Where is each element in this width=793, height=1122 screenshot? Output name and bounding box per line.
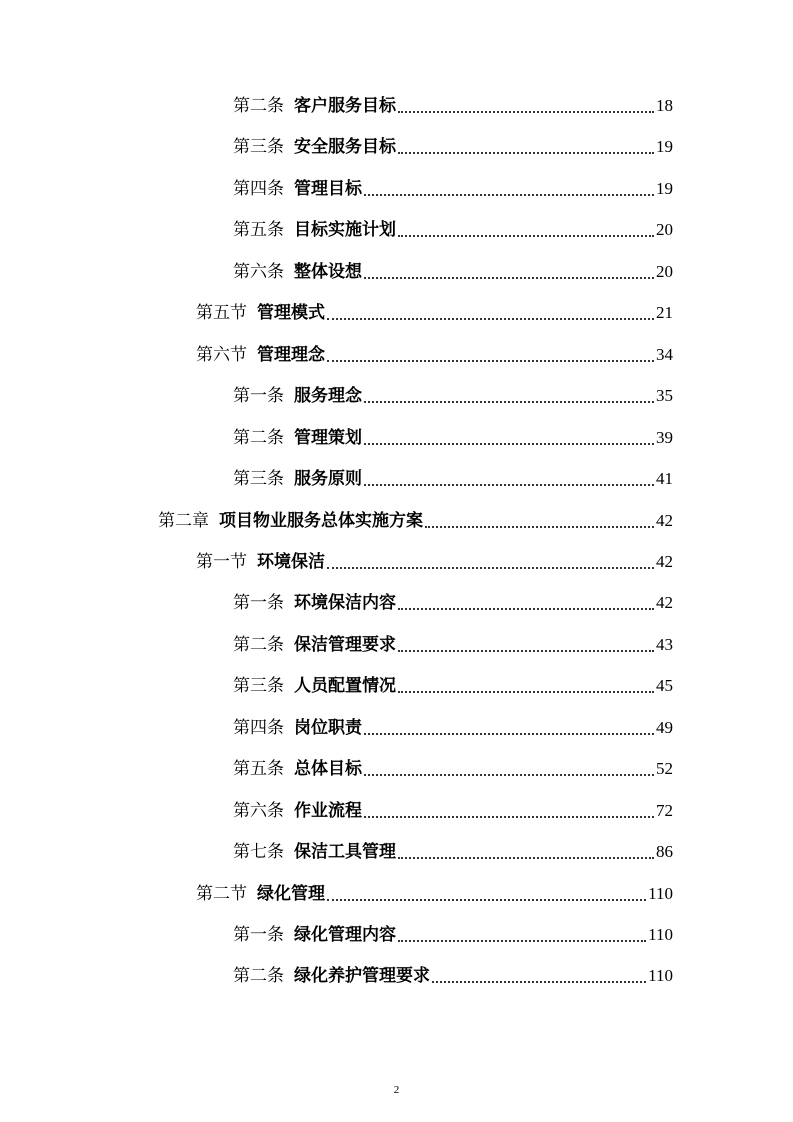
- toc-entry-title: 客户服务目标: [294, 96, 396, 116]
- toc-entry-title: 保洁工具管理: [294, 842, 396, 862]
- toc-entry-page: 18: [656, 96, 673, 115]
- toc-entry-number: 第一节: [196, 552, 247, 572]
- toc-entry-page: 20: [656, 220, 673, 239]
- toc-entry-number: 第五条: [233, 220, 284, 240]
- toc-entry-title: 管理策划: [294, 428, 362, 448]
- toc-leader-dots: [364, 437, 654, 445]
- toc-entry-page: 110: [648, 925, 673, 944]
- toc-entry-title: 安全服务目标: [294, 137, 396, 157]
- toc-entry-number: 第三条: [233, 676, 284, 696]
- toc-entry-page: 19: [656, 137, 673, 156]
- toc-entry[interactable]: [233, 92, 673, 116]
- toc-entry-title: 项目物业服务总体实施方案: [219, 511, 423, 531]
- toc-entry-title: 总体目标: [294, 759, 362, 779]
- toc-entry-number: 第三条: [233, 469, 284, 489]
- toc-entry[interactable]: [233, 424, 673, 448]
- toc-entry-title: 整体设想: [294, 262, 362, 282]
- toc-leader-dots: [398, 105, 654, 113]
- toc-leader-dots: [398, 146, 654, 154]
- toc-entry-page: 86: [656, 842, 673, 861]
- toc-entry-number: 第二条: [233, 966, 284, 986]
- toc-entry-title: 服务理念: [294, 386, 362, 406]
- toc-entry-page: 72: [656, 801, 673, 820]
- toc-entry[interactable]: [158, 507, 673, 531]
- toc-entry[interactable]: [233, 133, 673, 157]
- toc-entry-page: 43: [656, 635, 673, 654]
- toc-entry-page: 52: [656, 759, 673, 778]
- toc-entry[interactable]: [233, 631, 673, 655]
- toc-entry-title: 环境保洁内容: [294, 593, 396, 613]
- toc-entry-page: 42: [656, 552, 673, 571]
- toc-entry-number: 第四条: [233, 718, 284, 738]
- toc-entry[interactable]: [233, 672, 673, 696]
- toc-leader-dots: [327, 312, 654, 320]
- toc-entry[interactable]: [196, 341, 673, 365]
- toc-entry-page: 49: [656, 718, 673, 737]
- toc-leader-dots: [364, 188, 654, 196]
- toc-entry[interactable]: [233, 797, 673, 821]
- toc-entry-number: 第二条: [233, 96, 284, 116]
- toc-entry-page: 42: [656, 511, 673, 530]
- toc-entry[interactable]: [196, 548, 673, 572]
- toc-entry-page: 34: [656, 345, 673, 364]
- toc-entry-number: 第五节: [196, 303, 247, 323]
- toc-entry-number: 第六节: [196, 345, 247, 365]
- toc-entry-title: 环境保洁: [257, 552, 325, 572]
- toc-entry[interactable]: [233, 175, 673, 199]
- toc-entry-number: 第三条: [233, 137, 284, 157]
- toc-entry[interactable]: [196, 880, 673, 904]
- toc-leader-dots: [398, 934, 646, 942]
- toc-entry-page: 110: [648, 884, 673, 903]
- toc-entry-title: 人员配置情况: [294, 676, 396, 696]
- toc-entry-number: 第六条: [233, 262, 284, 282]
- toc-entry-number: 第六条: [233, 801, 284, 821]
- toc-leader-dots: [398, 685, 654, 693]
- toc-leader-dots: [398, 644, 654, 652]
- toc-entry-number: 第五条: [233, 759, 284, 779]
- toc-leader-dots: [398, 229, 654, 237]
- toc-leader-dots: [327, 893, 646, 901]
- toc-leader-dots: [364, 810, 654, 818]
- toc-entry[interactable]: [233, 921, 673, 945]
- toc-entry[interactable]: [233, 465, 673, 489]
- toc-entry[interactable]: [233, 382, 673, 406]
- toc-leader-dots: [327, 561, 654, 569]
- toc-entry[interactable]: [233, 962, 673, 986]
- toc-entry-page: 20: [656, 262, 673, 281]
- toc-leader-dots: [327, 354, 654, 362]
- toc-leader-dots: [364, 768, 654, 776]
- toc-entry-page: 110: [648, 966, 673, 985]
- toc-leader-dots: [398, 602, 654, 610]
- toc-entry-title: 绿化养护管理要求: [294, 966, 430, 986]
- toc-entry-number: 第四条: [233, 179, 284, 199]
- toc-entry-title: 绿化管理: [257, 884, 325, 904]
- toc-entry-page: 19: [656, 179, 673, 198]
- toc-entry-title: 目标实施计划: [294, 220, 396, 240]
- toc-entry-page: 21: [656, 303, 673, 322]
- toc-entry-page: 42: [656, 593, 673, 612]
- toc-leader-dots: [364, 478, 654, 486]
- toc-entry-number: 第二节: [196, 884, 247, 904]
- toc-entry-title: 管理目标: [294, 179, 362, 199]
- toc-entry-number: 第七条: [233, 842, 284, 862]
- toc-entry[interactable]: [196, 299, 673, 323]
- toc-entry-title: 管理模式: [257, 303, 325, 323]
- toc-entry[interactable]: [233, 714, 673, 738]
- toc-entry[interactable]: [233, 216, 673, 240]
- page-number: 2: [393, 1084, 400, 1096]
- toc-entry-title: 岗位职责: [294, 718, 362, 738]
- toc-entry-title: 绿化管理内容: [294, 925, 396, 945]
- toc-entry[interactable]: [233, 755, 673, 779]
- toc-entry-title: 保洁管理要求: [294, 635, 396, 655]
- toc-entry-title: 作业流程: [294, 801, 362, 821]
- toc-entry[interactable]: [233, 258, 673, 282]
- toc-entry-number: 第二条: [233, 635, 284, 655]
- toc-leader-dots: [425, 520, 654, 528]
- toc-entry-title: 服务原则: [294, 469, 362, 489]
- toc-entry-number: 第一条: [233, 593, 284, 613]
- toc-entry[interactable]: [233, 838, 673, 862]
- toc-entry-number: 第二条: [233, 428, 284, 448]
- toc-entry-number: 第二章: [158, 511, 209, 531]
- toc-entry-number: 第一条: [233, 925, 284, 945]
- toc-entry-page: 41: [656, 469, 673, 488]
- toc-leader-dots: [364, 395, 654, 403]
- toc-leader-dots: [364, 727, 654, 735]
- toc-leader-dots: [432, 975, 646, 983]
- toc-entry-page: 35: [656, 386, 673, 405]
- toc-leader-dots: [364, 271, 654, 279]
- toc-entry[interactable]: [233, 589, 673, 613]
- toc-leader-dots: [398, 851, 654, 859]
- toc-entry-number: 第一条: [233, 386, 284, 406]
- toc-entry-page: 39: [656, 428, 673, 447]
- toc-entry-title: 管理理念: [257, 345, 325, 365]
- toc-entry-page: 45: [656, 676, 673, 695]
